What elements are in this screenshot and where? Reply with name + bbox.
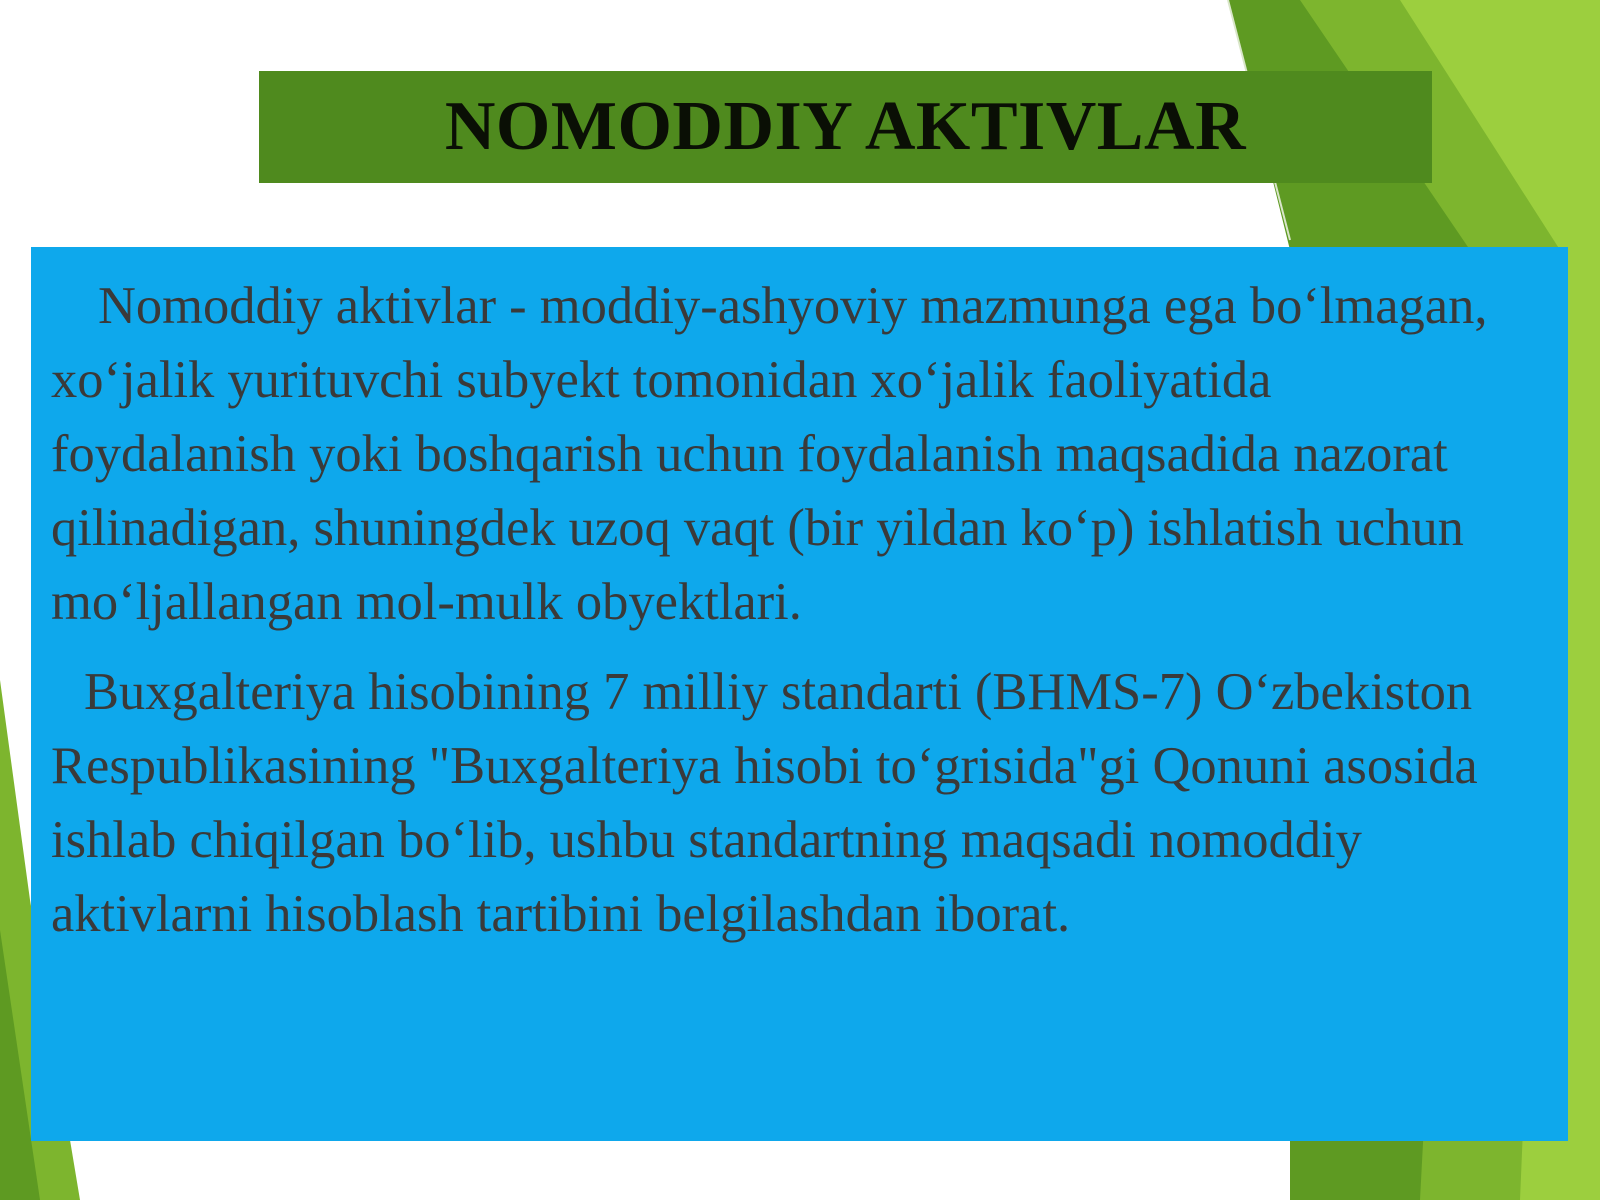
slide-title: NOMODDIY AKTIVLAR (444, 88, 1247, 165)
content-box (31, 247, 1568, 1141)
paragraph-standard: Buxgalteriya hisobining 7 milliy standarti (BHMS-7) O‘zbekiston Respublikasining "Buxgalteriya hisobi to‘grisida"gi Qonuni asosida ishlab chiqilgan bo‘lib, ushbu standartning maqsadi nomoddiy aktivlarni hisoblash tartibini belgilashdan iborat. (51, 663, 1478, 943)
title-bar (259, 71, 1432, 183)
paragraph-definition: Nomoddiy aktivlar - moddiy-ashyoviy mazmunga ega bo‘lmagan, xo‘jalik yurituvchi subyekt tomonidan xo‘jalik faoliyatida foydalanish yoki boshqarish uchun foydalanish maqsadida nazorat qilinadigan, shuningdek uzoq vaqt (bir yildan ko‘p) ishlatish uchun mo‘ljallangan mol-mulk obyektlari. (51, 277, 1488, 631)
